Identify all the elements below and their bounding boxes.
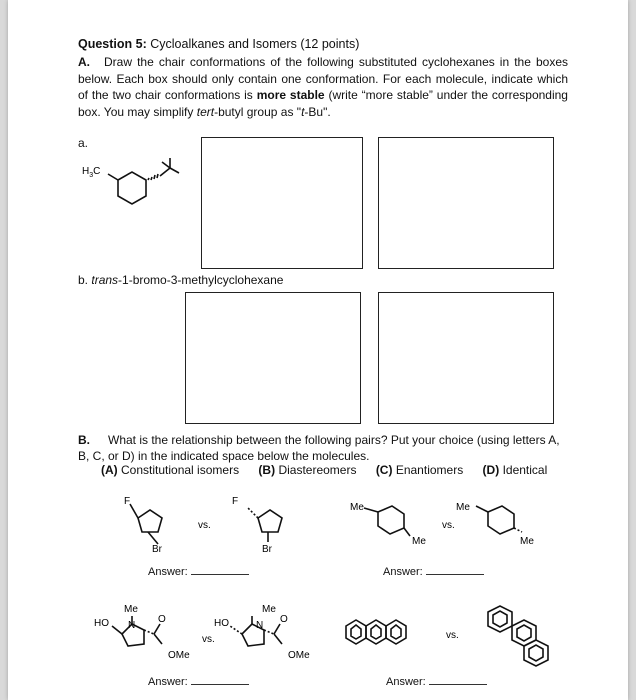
molecule-a-structure <box>78 150 198 220</box>
answer-box-a2[interactable] <box>378 137 554 269</box>
atom-label: HO <box>214 618 229 629</box>
answer-box-a1[interactable] <box>201 137 363 269</box>
atom-label: N <box>128 620 136 631</box>
cyclohexane-ring <box>488 506 514 534</box>
sub-question-b-text: -1-bromo-3-methylcyclohexane <box>118 273 284 287</box>
answer-blank[interactable] <box>426 564 484 575</box>
answer-field-4[interactable] <box>386 674 487 688</box>
part-a-instructions <box>78 54 568 120</box>
part-a-label: A. <box>78 55 90 69</box>
atom-label: Me <box>412 536 426 547</box>
answer-box-b1[interactable] <box>185 292 361 424</box>
cyclopentane-ring <box>258 510 282 532</box>
sub-question-b <box>78 273 283 287</box>
instruction-text: Draw the chair conformations of the following substituted cyclohexanes in the boxes below. Each box should only contain one conformation. For each molecule, indicate which of the two chair conformations is <box>78 55 568 102</box>
atom-label: Me <box>262 604 276 615</box>
answer-box-b2[interactable] <box>378 292 554 424</box>
atom-label: $H_3C$ <box>82 166 101 179</box>
instruction-italic: t <box>301 104 305 119</box>
instruction-text: -butyl group as " <box>214 104 302 119</box>
atom-label: Me <box>520 536 534 547</box>
cyclopentane-ring <box>138 510 162 532</box>
benzene-ring <box>488 606 512 632</box>
pair-4-molecules <box>338 598 568 670</box>
cyclohexane-ring <box>378 506 404 534</box>
atom-label: OMe <box>288 650 310 661</box>
instruction-text: -Bu". <box>304 104 331 119</box>
atom-label: Me <box>124 604 138 615</box>
answer-field-2[interactable] <box>383 564 484 578</box>
relationship-options <box>101 463 563 477</box>
sub-question-b-label: b. <box>78 273 89 287</box>
instruction-italic: tert <box>196 104 215 119</box>
atom-label: F <box>124 496 131 507</box>
option-a: (A) Constitutional isomers <box>101 463 240 477</box>
question-title: Cycloalkanes and Isomers (12 points) <box>150 37 360 51</box>
atom-label: OMe <box>168 650 190 661</box>
answer-blank[interactable] <box>191 674 249 685</box>
pair-2-molecules <box>338 488 548 560</box>
pair-1-molecules <box>108 488 288 560</box>
pair-3-molecules <box>90 598 320 668</box>
benzene-ring <box>386 620 406 644</box>
benzene-ring <box>366 620 386 644</box>
instruction-bold: more stable <box>256 88 325 102</box>
answer-field-3[interactable] <box>148 674 249 688</box>
atom-label: F <box>232 496 239 507</box>
answer-blank[interactable] <box>191 564 249 575</box>
question-number: Question 5: <box>78 37 147 51</box>
atom-label: Me <box>456 502 470 513</box>
option-d: (D) Identical <box>482 463 548 477</box>
answer-label: Answer: <box>386 676 426 688</box>
answer-label: Answer: <box>383 566 423 578</box>
question-heading <box>78 37 359 51</box>
sub-question-a-label: a. <box>78 136 89 150</box>
answer-blank[interactable] <box>429 674 487 685</box>
tert-butyl-bond <box>160 168 170 176</box>
atom-label: Me <box>350 502 364 513</box>
part-b-label: B. <box>78 433 90 447</box>
vs-label: vs. <box>442 520 455 531</box>
part-b-text: What is the relationship between the following pairs? Put your choice (using letters A, B, C, or D) in the indicated space below the molecules. <box>78 433 560 463</box>
atom-label: HO <box>94 618 109 629</box>
benzene-ring <box>524 640 548 666</box>
worksheet-page <box>8 0 628 700</box>
option-c: (C) Enantiomers <box>375 463 464 477</box>
instruction-text: (write “more stable” under the corresponding box. You may simplify <box>78 88 568 119</box>
answer-field-1[interactable] <box>148 564 249 578</box>
cyclohexane-ring <box>118 172 146 204</box>
vs-label: vs. <box>446 630 459 641</box>
benzene-ring <box>346 620 366 644</box>
option-b: (B) Diastereomers <box>258 463 357 477</box>
vs-label: vs. <box>202 634 215 645</box>
vs-label: vs. <box>198 520 211 531</box>
atom-label: N <box>256 620 264 631</box>
methyl-bond <box>108 174 118 180</box>
sub-question-b-italic: trans <box>91 273 119 287</box>
part-b-instructions <box>78 432 570 464</box>
atom-label: Br <box>262 544 272 555</box>
atom-label: O <box>158 614 166 625</box>
answer-label: Answer: <box>148 676 188 688</box>
atom-label: O <box>280 614 288 625</box>
answer-label: Answer: <box>148 566 188 578</box>
atom-label: Br <box>152 544 162 555</box>
